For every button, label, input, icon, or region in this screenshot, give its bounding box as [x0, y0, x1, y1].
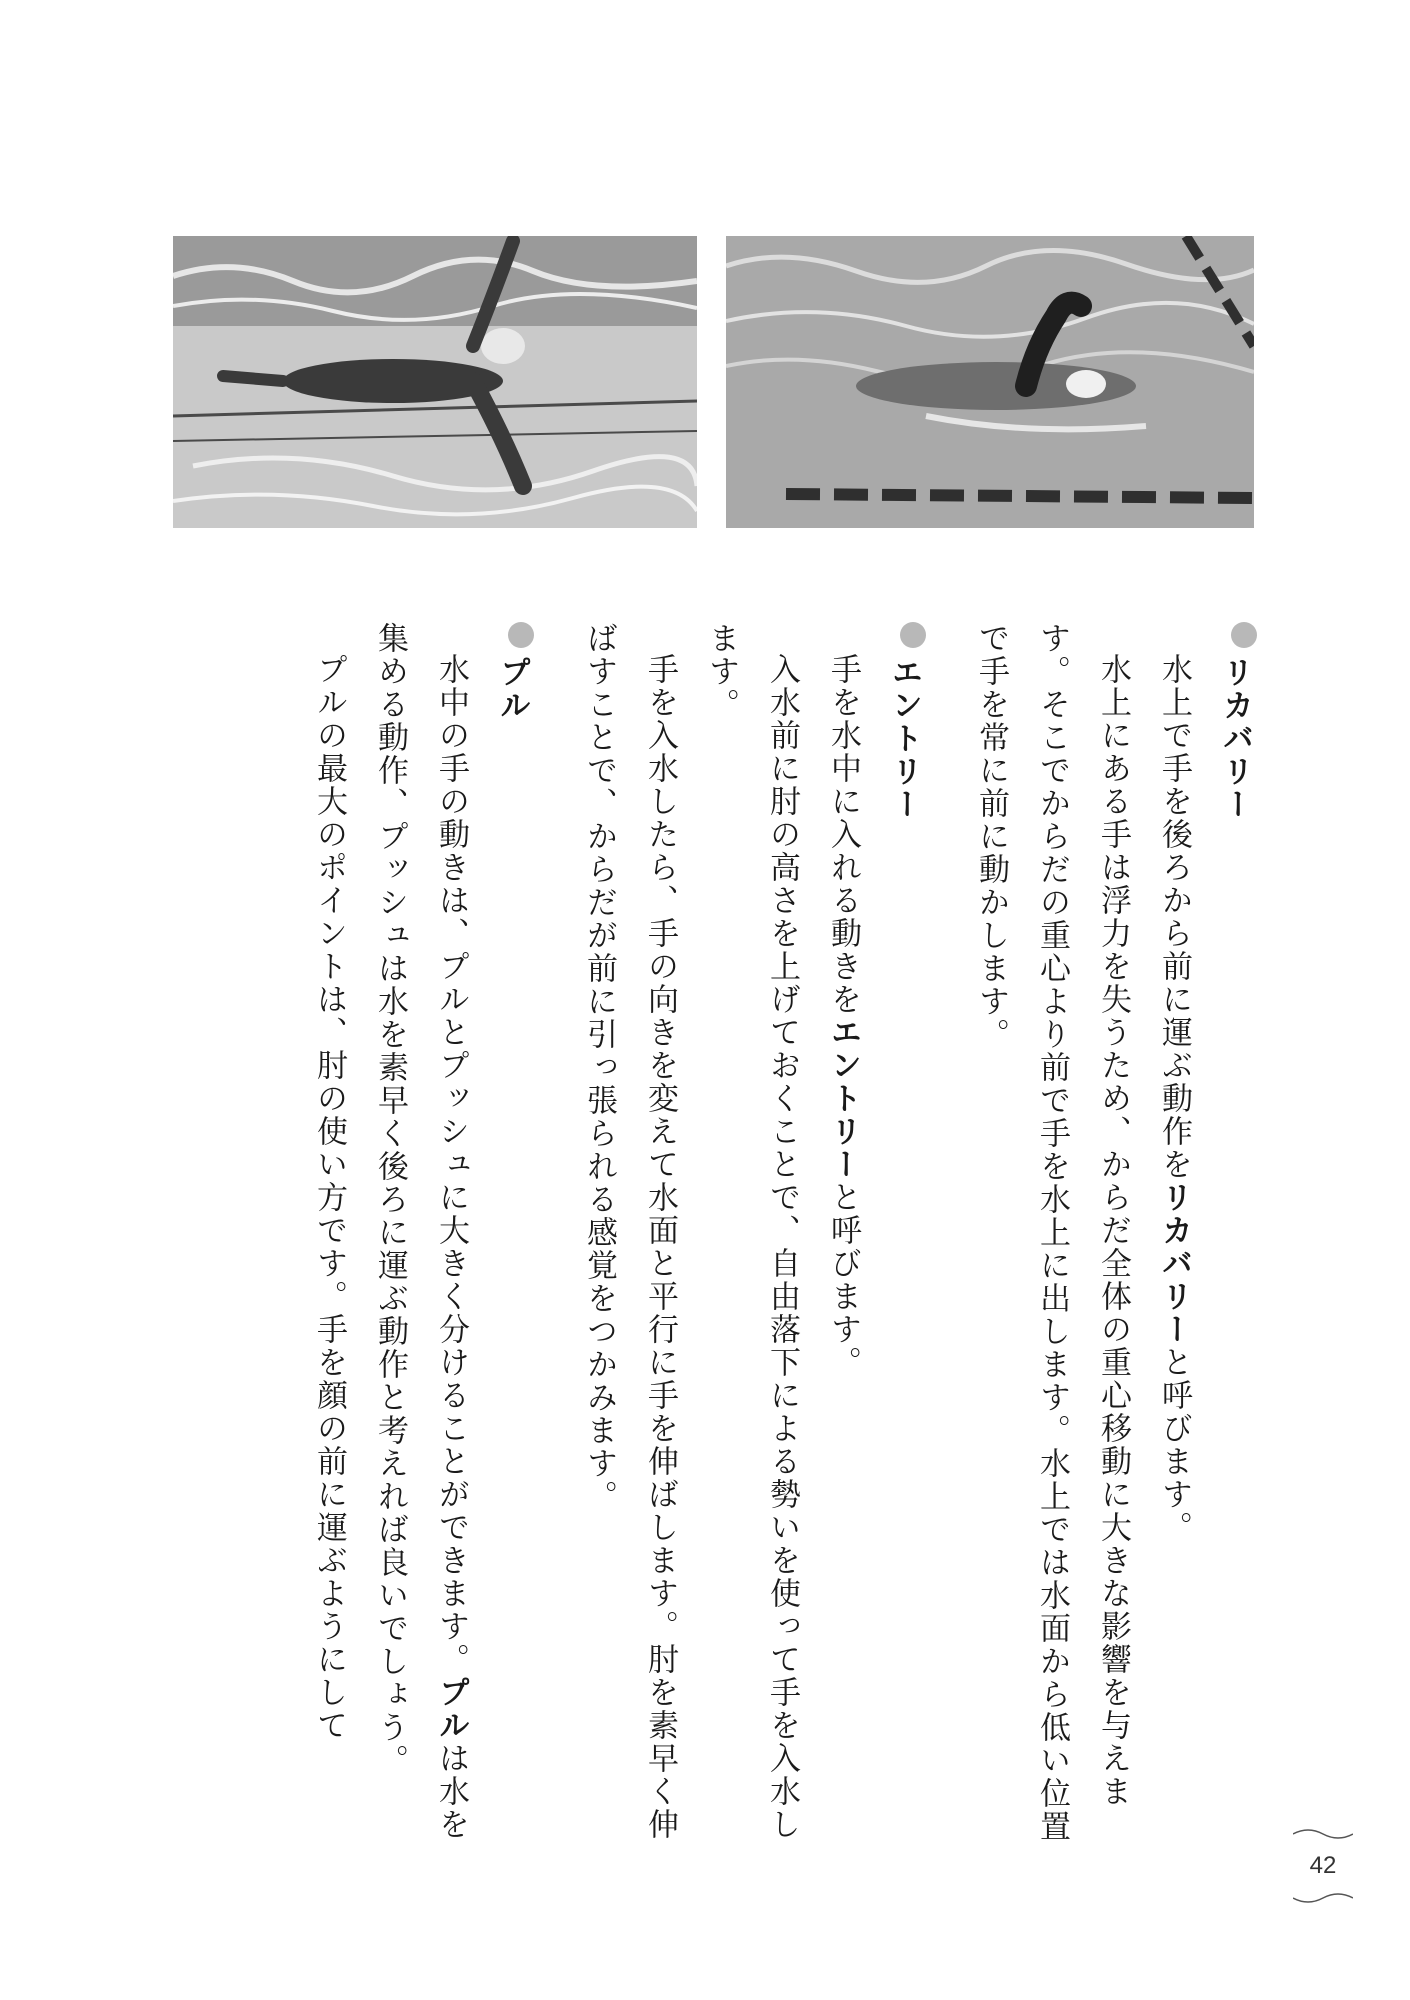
wave-bottom-icon: [1293, 1892, 1353, 1906]
bullet-circle-icon: [508, 622, 534, 648]
recovery-paragraph-1: 水上で手を後ろから前に運ぶ動作をリカバリーと呼びます。: [1156, 653, 1192, 1544]
photo-recovery: [726, 236, 1254, 528]
term-pull: プル: [433, 1676, 469, 1742]
entry-paragraph-2: 入水前に肘の高さを上げておくことで、自由落下による勢いを使って手を入水します。: [703, 622, 800, 1841]
bullet-circle-icon: [1231, 622, 1257, 648]
page-number: 42: [1309, 1852, 1337, 1879]
article-body: [150, 622, 1265, 1852]
recovery-paragraph-2: 水上にある手は浮力を失うため、からだ全体の重心移動に大きな影響を与えます。そこでからだの重心より前で手を水上に出します。水上では水面から低い位置で手を常に前に動かします。: [973, 622, 1131, 1843]
entry-paragraph-1: 手を水中に入れる動きをエントリーと呼びます。: [825, 653, 861, 1379]
term-entry: エントリー: [825, 1016, 861, 1181]
wave-top-icon: [1293, 1826, 1353, 1840]
section-heading-pull: プル: [481, 622, 542, 1852]
photo-underwater-pull: [173, 236, 697, 528]
entry-paragraph-3: 手を入水したら、手の向きを変えて水面と平行に手を伸ばします。肘を素早く伸ばすことで、からだが前に引っ張られる感覚をつかみます。: [581, 622, 678, 1841]
section-heading-recovery: リカバリー: [1204, 622, 1265, 1852]
section-heading-entry: エントリー: [873, 622, 934, 1852]
term-recovery: リカバリー: [1156, 1181, 1192, 1346]
pull-paragraph-1: 水中の手の動きは、プルとプッシュに大きく分けることができます。プルは水を集める動作、プッシュは水を素早く後ろに運ぶ動作と考えれば良いでしょう。: [372, 622, 469, 1841]
bullet-circle-icon: [900, 622, 926, 648]
pull-paragraph-2: プルの最大のポイントは、肘の使い方です。手を顔の前に運ぶようにして: [311, 653, 347, 1742]
page-number-box: [1293, 1826, 1353, 1912]
